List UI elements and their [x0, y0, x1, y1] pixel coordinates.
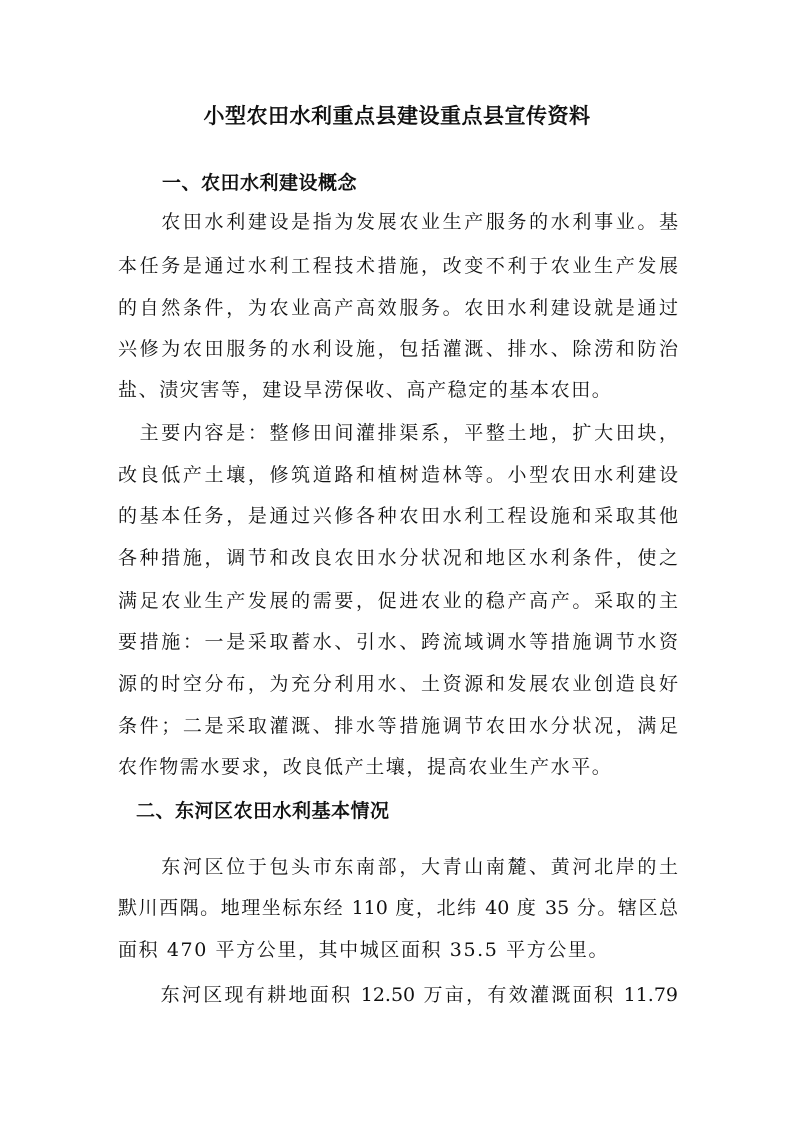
section-heading-overview: 二、东河区农田水利基本情况: [136, 800, 390, 822]
paragraph-line: 兴修为农田服务的水利设施，包括灌溉、排水、除涝和防治: [118, 338, 678, 360]
section-heading-concept: 一、农田水利建设概念: [162, 172, 358, 194]
paragraph-line: 东河区现有耕地面积 12.50 万亩，有效灌溉面积 11.79: [118, 984, 678, 1006]
paragraph-line: 农田水利建设是指为发展农业生产服务的水利事业。基: [118, 211, 678, 233]
document-title: 小型农田水利重点县建设重点县宣传资料: [203, 103, 591, 128]
paragraph-line: 的基本任务，是通过兴修各种农田水利工程设施和采取其他: [118, 505, 678, 527]
paragraph-line: 改良低产土壤，修筑道路和植树造林等。小型农田水利建设: [118, 464, 678, 486]
paragraph-line: 面积 470 平方公里，其中城区面积 35.5 平方公里。: [118, 939, 610, 961]
paragraph-line: 各种措施，调节和改良农田水分状况和地区水利条件，使之: [118, 547, 678, 569]
paragraph-line: 的自然条件，为农业高产高效服务。农田水利建设就是通过: [118, 297, 678, 319]
paragraph-line: 东河区位于包头市东南部，大青山南麓、黄河北岸的土: [118, 856, 678, 878]
paragraph-line: 主要内容是：整修田间灌排渠系，平整土地，扩大田块，: [118, 422, 678, 444]
paragraph-line: 满足农业生产发展的需要，促进农业的稳产高产。采取的主: [118, 590, 678, 612]
paragraph-line: 条件；二是采取灌溉、排水等措施调节农田水分状况，满足: [118, 715, 678, 737]
paragraph-line: 本任务是通过水利工程技术措施，改变不利于农业生产发展: [118, 255, 678, 277]
paragraph-line: 要措施：一是采取蓄水、引水、跨流域调水等措施调节水资: [118, 631, 678, 653]
paragraph-line: 默川西隅。地理坐标东经 110 度，北纬 40 度 35 分。辖区总: [118, 897, 678, 919]
paragraph-line: 农作物需水要求，改良低产土壤，提高农业生产水平。: [118, 756, 613, 778]
paragraph-line: 盐、渍灾害等，建设旱涝保收、高产稳定的基本农田。: [118, 379, 613, 401]
paragraph-line: 源的时空分布，为充分利用水、土资源和发展农业创造良好: [118, 673, 678, 695]
